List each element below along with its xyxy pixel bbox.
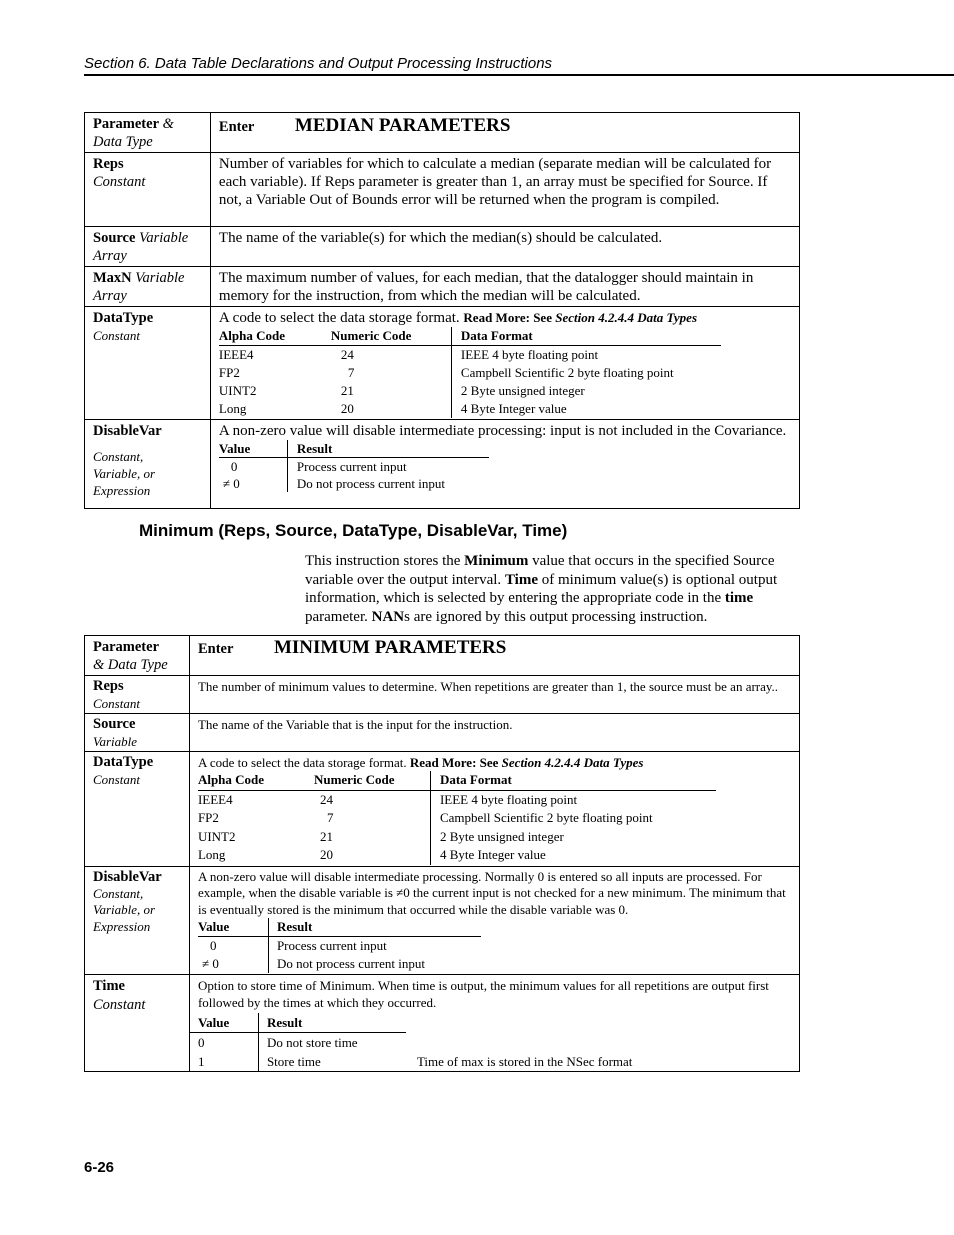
median-disablevar-param xyxy=(85,420,211,509)
median-reps-desc: Number of variables for which to calculate a median (separate median will be calculated for each variable). If Reps parameter is greater than 1, an array must be specified for Source. If not, a Variable Out of Bounds error will be returned when the program is compiled. xyxy=(210,153,799,227)
minimum-dv-row-2: ≠ 0 Do not process current input xyxy=(198,955,481,973)
minimum-dv-h-value: Value xyxy=(198,918,269,937)
minimum-time-name: Time xyxy=(93,978,125,994)
minimum-header-parameter: Parameter xyxy=(93,639,160,655)
minimum-disablevar-param xyxy=(85,866,190,975)
running-header: Section 6. Data Table Declarations and Output Processing Instructions xyxy=(84,55,553,72)
minimum-datatype-name: DataType xyxy=(93,754,154,770)
median-datatype-name: DataType xyxy=(93,310,154,326)
minimum-reps-desc: The number of minimum values to determine. When repetitions are greater than 1, the source must be an array.. xyxy=(189,676,799,714)
minimum-datatype-readmore: Read More: See xyxy=(409,755,502,770)
minimum-reps-name: Reps xyxy=(93,678,124,694)
minimum-col1-header xyxy=(85,636,190,676)
median-datatype-desc xyxy=(219,309,792,327)
minimum-intro-part-5: s are ignored by this output processing instruction. xyxy=(404,608,708,625)
minimum-time-row-1: 0 Do not store time xyxy=(190,1033,706,1053)
minimum-header-datatype: & Data Type xyxy=(93,657,168,673)
median-codes-h-format: Data Format xyxy=(451,327,721,346)
minimum-dv-h-result: Result xyxy=(268,918,481,937)
median-col1-header xyxy=(85,113,211,153)
minimum-source-name: Source xyxy=(93,716,136,732)
median-dv-h-value: Value xyxy=(219,440,288,458)
median-codes-h-alpha: Alpha Code xyxy=(219,327,322,346)
minimum-time-desc-cell xyxy=(189,975,799,1072)
median-dv-row-1: 0 Process current input xyxy=(219,458,489,476)
median-disablevar-desc-cell xyxy=(210,420,799,509)
median-codes-row-3: UINT2 21 2 Byte unsigned integer xyxy=(218,383,585,398)
median-datatype-param xyxy=(85,307,211,420)
minimum-disablevar-desc: A non-zero value will disable intermediate processing. Normally 0 is entered so all inputs are processed. For example, when the disable variable is ≠0 the current input is not checked for a new minimum. The minimum that is eventually stored is the minimum that occurred while the disable variable was 0. xyxy=(197,868,786,917)
minimum-source-desc: The name of the Variable that is the input for the instruction. xyxy=(189,714,799,752)
median-maxn-desc: The maximum number of values, for each median, that the datalogger should maintain in memory for the instruction, from which the median will be calculated. xyxy=(210,267,799,307)
minimum-datatype-desc-cell xyxy=(189,752,799,867)
page-number: 6-26 xyxy=(84,1159,115,1176)
median-reps-name: Reps xyxy=(93,156,124,172)
median-maxn-type: Variable Array xyxy=(93,270,185,304)
median-datatype-readmore: Read More: See xyxy=(463,310,556,325)
minimum-intro-part-2: value that occurs in the specified Source variable over the output interval. xyxy=(305,553,775,588)
median-datatype-codes-table xyxy=(219,327,721,418)
minimum-disablevar-name: DisableVar xyxy=(93,868,162,885)
minimum-disablevar-type-1: Constant, xyxy=(93,885,144,901)
median-dv-row-2: ≠ 0 Do not process current input xyxy=(219,475,489,492)
minimum-time-h-value: Value xyxy=(190,1013,259,1033)
median-disablevar-type-3: Expression xyxy=(93,483,151,498)
minimum-datatype-type: Constant xyxy=(93,772,140,787)
median-dv-h-result: Result xyxy=(287,440,489,458)
header-rule xyxy=(84,74,954,76)
median-col2-header xyxy=(210,113,799,153)
minimum-time-param xyxy=(85,975,190,1072)
minimum-intro-bold-3: time xyxy=(724,590,754,606)
minimum-codes-h-alpha: Alpha Code xyxy=(198,771,314,790)
median-source-desc: The name of the variable(s) for which the median(s) should be calculated. xyxy=(210,227,799,267)
median-disablevar-values-table xyxy=(219,440,489,492)
minimum-reps-param xyxy=(85,676,190,714)
minimum-col2-header xyxy=(189,636,799,676)
minimum-datatype-desc xyxy=(198,754,792,771)
median-disablevar-type-2: Variable, or xyxy=(93,466,156,481)
median-header-amp: & xyxy=(159,116,178,132)
median-reps-param xyxy=(85,153,211,227)
median-disablevar-name: DisableVar xyxy=(93,423,162,439)
median-datatype-desc-cell xyxy=(210,307,799,420)
median-reps-type: Constant xyxy=(93,174,146,190)
minimum-params-title: MINIMUM PARAMETERS xyxy=(273,637,507,658)
median-source-name: Source xyxy=(93,230,136,246)
median-params-title: MEDIAN PARAMETERS xyxy=(294,115,511,136)
median-disablevar-type-1: Constant, xyxy=(93,449,144,464)
median-codes-row-2: FP2 7 Campbell Scientific 2 byte floating point xyxy=(218,365,674,380)
minimum-source-type: Variable xyxy=(93,734,138,749)
minimum-time-values-table xyxy=(190,1013,706,1071)
median-enter-label: Enter xyxy=(218,119,255,135)
median-maxn-param xyxy=(85,267,211,307)
minimum-dv-row-1: 0 Process current input xyxy=(198,937,481,956)
minimum-datatype-desc-text: A code to select the data storage format. xyxy=(197,755,410,770)
minimum-codes-row-2: FP2 7 Campbell Scientific 2 byte floating point xyxy=(198,809,716,828)
minimum-source-param xyxy=(85,714,190,752)
minimum-disablevar-desc-cell xyxy=(189,866,799,975)
minimum-intro-bold-2: Time xyxy=(504,571,538,588)
minimum-intro-bold-1: Minimum xyxy=(464,553,529,569)
minimum-codes-row-3: UINT2 21 2 Byte unsigned integer xyxy=(198,828,716,847)
minimum-reps-type: Constant xyxy=(93,696,140,711)
minimum-disablevar-values-table xyxy=(198,918,481,973)
minimum-parameters-table xyxy=(84,635,800,1072)
minimum-time-h-result: Result xyxy=(258,1013,406,1033)
median-datatype-ref: Section 4.2.4.4 Data Types xyxy=(555,310,697,325)
minimum-intro-part-1: This instruction stores the xyxy=(305,553,465,569)
median-datatype-type: Constant xyxy=(93,328,140,343)
minimum-codes-row-4: Long 20 4 Byte Integer value xyxy=(198,846,716,865)
minimum-disablevar-type-2: Variable, or xyxy=(93,902,156,917)
minimum-intro-part-4: parameter. xyxy=(305,608,372,625)
minimum-time-row-2: 1 Store time Time of max is stored in the NSec format xyxy=(190,1052,706,1071)
median-disablevar-desc: A non-zero value will disable intermediate processing: input is not included in the Covariance. xyxy=(218,423,787,439)
median-source-type: Variable Array xyxy=(93,230,189,264)
minimum-time-note: Time of max is stored in the NSec format xyxy=(416,1054,633,1069)
median-codes-row-4: Long 20 4 Byte Integer value xyxy=(218,401,567,416)
median-datatype-desc-text: A code to select the data storage format. xyxy=(218,310,464,326)
minimum-codes-h-numeric: Numeric Code xyxy=(314,771,431,790)
minimum-intro-bold-4: NAN xyxy=(371,608,405,625)
minimum-datatype-param xyxy=(85,752,190,867)
minimum-intro-part-3: of minimum value(s) is optional output information, which is selected by entering the appropriate code in the xyxy=(305,571,778,606)
minimum-codes-h-format: Data Format xyxy=(430,771,716,790)
minimum-datatype-ref: Section 4.2.4.4 Data Types xyxy=(501,755,644,770)
minimum-intro xyxy=(305,552,802,626)
median-header-datatype: Data Type xyxy=(93,134,153,150)
median-codes-h-numeric: Numeric Code xyxy=(322,327,452,346)
median-parameters-table xyxy=(84,112,800,509)
minimum-time-desc: Option to store time of Minimum. When time is output, the minimum values for all repetitions are output first followed by the times at which they occurred. xyxy=(197,978,769,1010)
minimum-codes-row-1: IEEE4 24 IEEE 4 byte floating point xyxy=(198,790,716,809)
minimum-time-type: Constant xyxy=(93,997,146,1013)
median-codes-row-1: IEEE4 24 IEEE 4 byte floating point xyxy=(218,347,599,362)
minimum-heading: Minimum (Reps, Source, DataType, DisableVar, Time) xyxy=(139,521,568,540)
minimum-datatype-codes-table xyxy=(198,771,716,865)
minimum-disablevar-type-3: Expression xyxy=(93,918,151,934)
median-source-param xyxy=(85,227,211,267)
median-maxn-name: MaxN xyxy=(93,270,132,286)
median-header-parameter: Parameter xyxy=(93,116,160,132)
minimum-enter-label: Enter xyxy=(197,641,234,657)
